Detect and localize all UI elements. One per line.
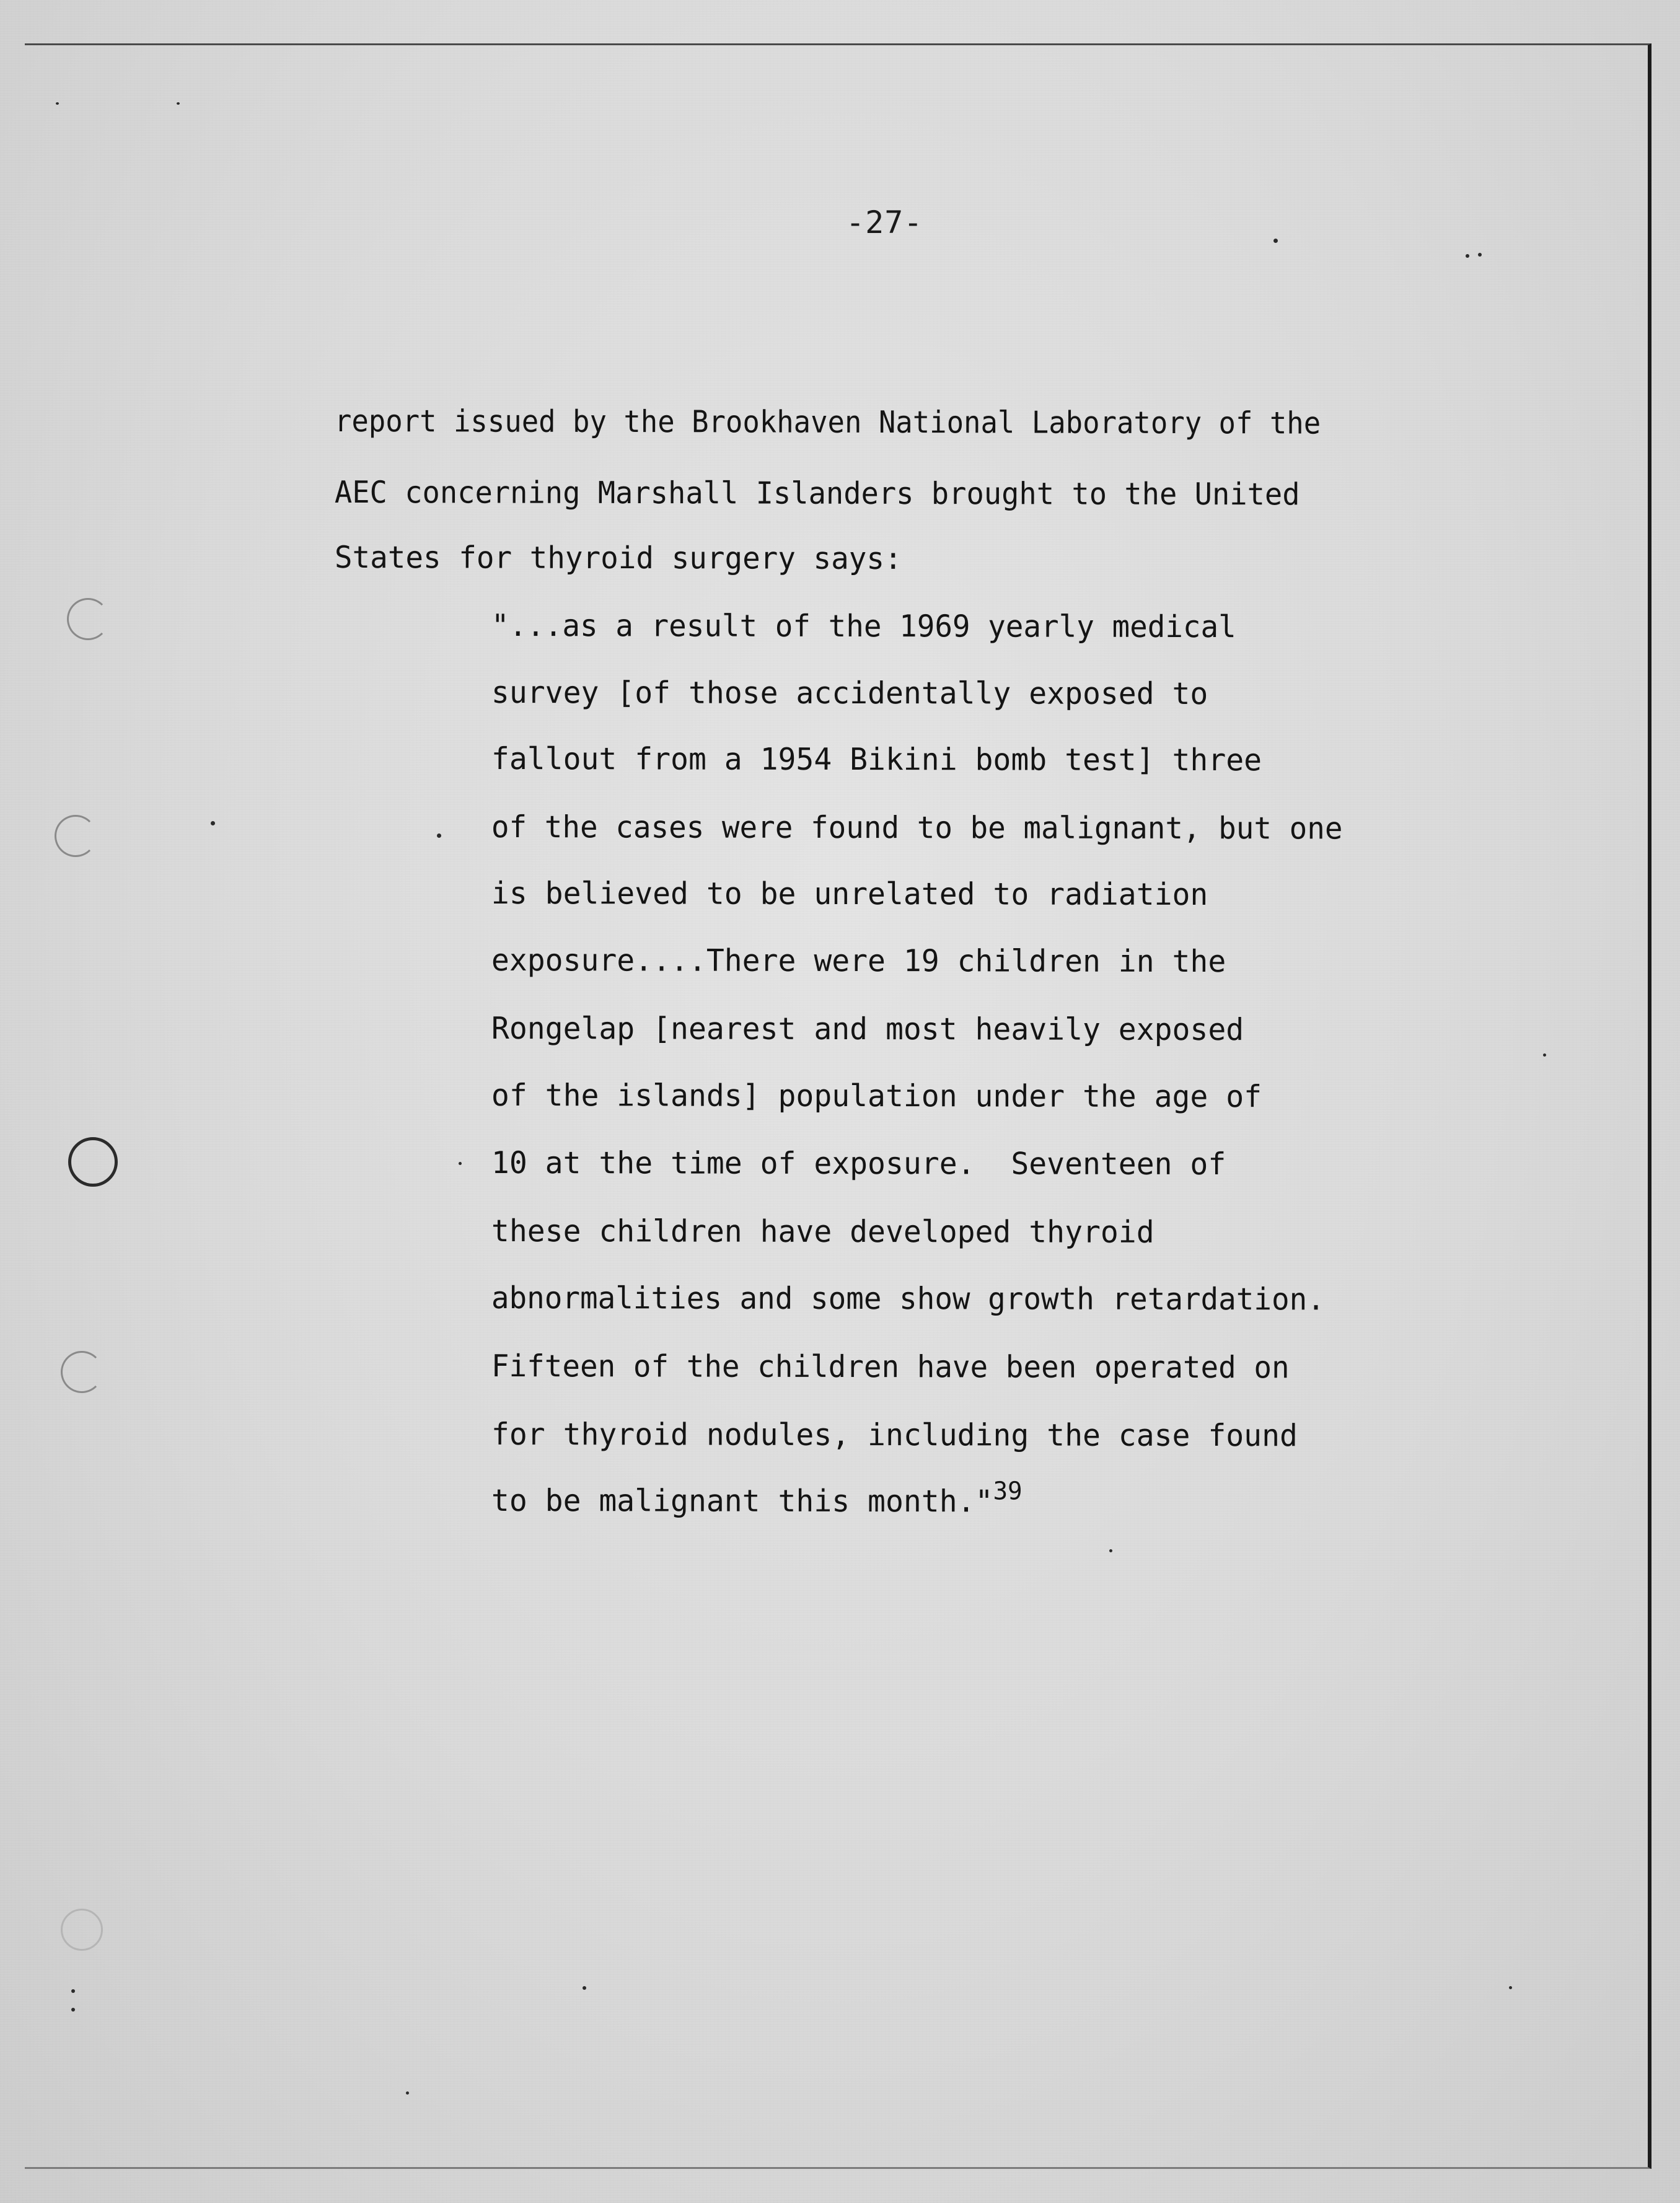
scan-speck	[1109, 1549, 1112, 1552]
quote-line: "...as a result of the 1969 yearly medical	[491, 608, 1236, 645]
body-line: report issued by the Brookhaven National Laboratory of the	[334, 403, 1321, 441]
scan-speck	[583, 1986, 586, 1990]
scan-speck	[406, 2091, 409, 2095]
scan-speck	[56, 102, 59, 105]
binder-hole-2	[55, 815, 97, 857]
quote-line-text: to be malignant this month."	[491, 1483, 993, 1519]
binder-hole-3	[68, 1137, 118, 1187]
quote-line: fallout from a 1954 Bikini bomb test] three	[491, 741, 1262, 778]
quote-line: Rongelap [nearest and most heavily exposed	[491, 1011, 1244, 1048]
scan-speck	[71, 1989, 75, 1993]
body-line: States for thyroid surgery says:	[334, 540, 902, 576]
scan-speck	[211, 821, 215, 825]
quote-line: these children have developed thyroid	[491, 1213, 1154, 1250]
quote-line: for thyroid nodules, including the case found	[491, 1417, 1298, 1454]
binder-hole-4	[61, 1351, 103, 1393]
quote-line: abnormalities and some show growth retardation.	[491, 1280, 1325, 1317]
scan-speck	[1543, 1053, 1546, 1057]
quote-line: is believed to be unrelated to radiation	[491, 876, 1208, 913]
quote-line: of the cases were found to be malignant, but one	[491, 809, 1343, 846]
quote-line: exposure....There were 19 children in the	[491, 943, 1226, 980]
scan-speck	[71, 2008, 75, 2012]
quote-line: of the islands] population under the age of	[491, 1078, 1262, 1115]
binder-hole-5	[61, 1909, 103, 1951]
scan-speck	[1509, 1986, 1512, 1989]
binder-hole-1	[67, 598, 109, 640]
footnote-reference: 39	[993, 1477, 1023, 1506]
quote-line: 10 at the time of exposure. Seventeen of	[491, 1145, 1226, 1182]
scan-speck	[1466, 254, 1469, 258]
quote-line-last	[491, 1477, 1023, 1519]
scan-speck	[437, 833, 441, 838]
scan-speck	[1273, 239, 1278, 243]
body-line: AEC concerning Marshall Islanders brought to the United	[334, 475, 1300, 512]
quote-line: Fifteen of the children have been operated on	[491, 1348, 1290, 1386]
page-number: -27-	[846, 204, 923, 240]
scan-speck	[459, 1162, 462, 1165]
quote-line: survey [of those accidentally exposed to	[491, 675, 1208, 712]
scan-speck	[177, 102, 180, 105]
scan-speck	[1478, 253, 1482, 257]
